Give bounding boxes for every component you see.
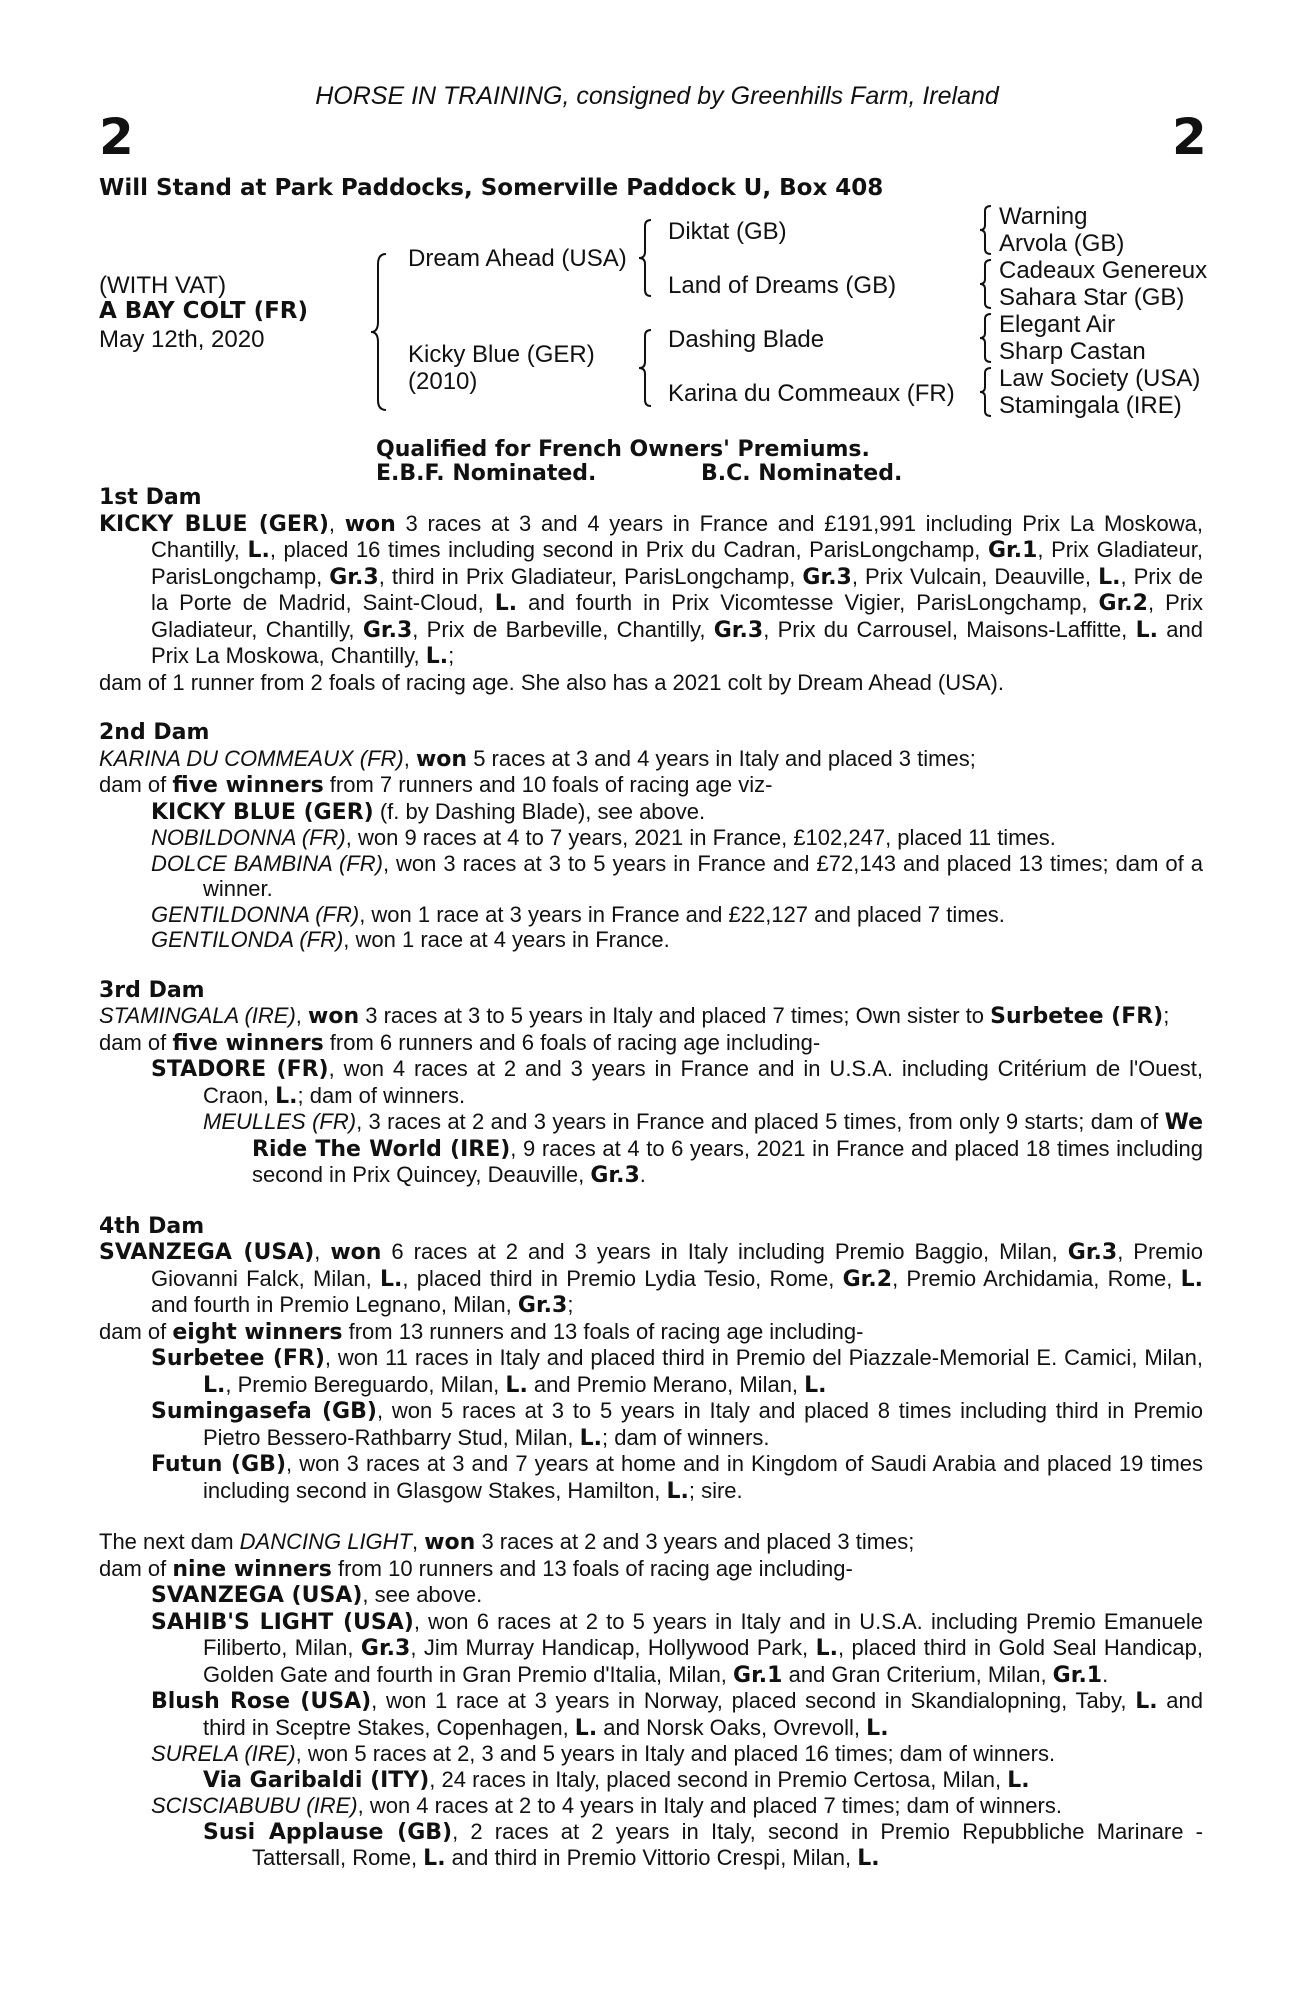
produce-name: Via Garibaldi (ITY) (203, 1767, 430, 1793)
produce-name: Surbetee (FR) (151, 1346, 325, 1371)
pedigree-dam: Kicky Blue (GER) (408, 341, 595, 368)
produce-name: STADORE (FR) (151, 1057, 329, 1082)
foaling-date: May 12th, 2020 (99, 326, 265, 353)
record-text: , Prix Gladiateur, ParisLongchamp, (151, 537, 1203, 589)
record-text: 6 races at 2 and 3 years in Italy including Premio Baggio, Milan, (381, 1239, 1068, 1264)
record-text: , 24 races in Italy, placed second in Premio Certosa, Milan, (429, 1766, 1008, 1792)
record-text: dam of (99, 1555, 173, 1581)
record-text: , Prix de la Porte de Madrid, Saint-Cloud, (151, 563, 1203, 615)
third-dam-name: STAMINGALA (IRE) (99, 1003, 296, 1028)
pedigree-g5: Elegant Air (999, 311, 1116, 338)
group-tag: Gr.1 (733, 1662, 783, 1688)
listed-tag: L. (1135, 1689, 1158, 1714)
listed-tag: L. (574, 1715, 598, 1741)
group-tag: Gr.3 (360, 1636, 411, 1661)
record-text: , Prix de Barbeville, Chantilly, (412, 616, 714, 642)
won-label: won (415, 746, 468, 772)
lot-number-left: 2 (99, 108, 134, 166)
listed-tag: L. (379, 1266, 403, 1292)
pedigree-g8: Stamingala (IRE) (999, 392, 1182, 419)
record-text: ; sire. (688, 1477, 743, 1503)
group-tag: Gr.3 (362, 617, 413, 643)
group-tag: Gr.3 (713, 617, 764, 643)
horse-description: A BAY COLT (FR) (99, 298, 309, 324)
pedigree-brace-g3 (977, 312, 995, 364)
produce-entry (99, 825, 1203, 851)
listed-tag: L. (494, 591, 518, 616)
record-text: , 2 races at 2 years in Italy, second in Premio Repubbliche Marinare -Tattersall, Rome, (252, 1818, 1203, 1870)
record-text: and third in Sceptre Stakes, Copenhagen, (203, 1688, 1203, 1740)
third-dam-record (99, 1003, 1203, 1030)
record-text: , won 1 race at 3 years in France and £22,127 and placed 7 times. (359, 901, 1005, 927)
produce-name: Susi Applause (GB) (203, 1819, 453, 1845)
pedigree-g4: Sahara Star (GB) (999, 284, 1185, 311)
record-text: . (1102, 1661, 1109, 1687)
first-dam-produce: dam of 1 runner from 2 foals of racing age. She also has a 2021 colt by Dream Ahead (USA). (99, 669, 1004, 695)
next-dam-produce (99, 1556, 1203, 1583)
group-tag: Gr.3 (802, 564, 852, 590)
pedigree-g7: Law Society (USA) (999, 365, 1201, 392)
fourth-dam-produce (99, 1319, 1203, 1346)
listed-tag: L. (275, 1083, 298, 1109)
produce-entry (99, 902, 1203, 928)
winners-count: eight winners (172, 1319, 343, 1345)
pedigree-dam-sire: Dashing Blade (668, 326, 825, 353)
listed-tag: L. (1007, 1767, 1030, 1793)
record-text: , won 3 races at 3 to 5 years in France and £72,143 and placed 13 times; dam of a winner. (203, 850, 1203, 901)
record-text: , won 4 races at 2 and 3 years in France and in U.S.A. including Critérium de l'Ouest, Craon, (203, 1056, 1203, 1108)
produce-entry (99, 851, 1203, 902)
group-tag: Gr.3 (329, 564, 379, 590)
ebf-nominated: E.B.F. Nominated. (376, 461, 597, 486)
produce-entry (99, 1741, 1203, 1767)
third-dam-produce (99, 1030, 1203, 1057)
record-text: , won 11 races in Italy and placed third in Premio del Piazzale-Memorial E. Camici, Milan, (324, 1345, 1204, 1370)
second-dam-name: KARINA DU COMMEAUX (FR) (99, 745, 404, 771)
record-text: , Jim Murray Handicap, Hollywood Park, (410, 1635, 816, 1660)
listed-tag: L. (666, 1478, 689, 1504)
pedigree-brace-dam (636, 328, 656, 408)
record-text: from 13 runners and 13 foals of racing age including- (342, 1318, 864, 1344)
group-tag: Gr.1 (987, 538, 1038, 563)
pedigree-g2: Arvola (GB) (999, 230, 1125, 257)
produce-entry (99, 1767, 1203, 1794)
record-text: , see above. (362, 1582, 483, 1607)
listed-tag: L. (815, 1636, 838, 1661)
second-dam-produce (99, 772, 1203, 799)
second-dam-record (99, 746, 1203, 773)
record-text: and fourth in Prix Vicomtesse Vigier, ParisLongchamp, (517, 590, 1099, 615)
record-text: dam of (99, 772, 173, 797)
next-dam-name: DANCING LIGHT (239, 1529, 412, 1554)
produce-entry (99, 1582, 1203, 1609)
record-text: 3 races at 3 and 4 years in France and £191,991 including Prix La Moskowa, Chantilly, (151, 510, 1203, 562)
record-text: , won 5 races at 3 to 5 years in Italy and placed 8 times including third in Premio Pietro Bessero-Rathbarry Stud, Milan, (203, 1398, 1204, 1450)
group-tag: Gr.3 (590, 1163, 640, 1188)
pedigree-g3: Cadeaux Genereux (999, 257, 1208, 284)
produce-name: SVANZEGA (USA) (151, 1583, 363, 1608)
record-text: from 6 runners and 6 foals of racing age including- (323, 1029, 821, 1055)
produce-name: SAHIB'S LIGHT (USA) (151, 1609, 414, 1635)
won-label: won (330, 1240, 382, 1265)
produce-entry (99, 1398, 1203, 1451)
pedigree-brace-g2 (977, 258, 995, 310)
record-text: and fourth in Premio Legnano, Milan, (151, 1292, 518, 1317)
qualified-premiums: Qualified for French Owners' Premiums. (376, 437, 870, 462)
produce-entry (99, 1345, 1203, 1398)
pedigree-dam-dam: Karina du Commeaux (FR) (668, 380, 955, 407)
listed-tag: L. (505, 1372, 528, 1398)
record-text: , won 5 races at 2, 3 and 5 years in Italy and placed 16 times; dam of winners. (295, 1741, 1056, 1766)
produce-entry (99, 1056, 1203, 1109)
record-text: . (639, 1162, 646, 1187)
produce-name: GENTILONDA (FR) (151, 927, 344, 952)
record-text: , Prix Vulcain, Deauville, (851, 563, 1099, 589)
group-tag: Gr.3 (517, 1293, 568, 1318)
listed-tag: L. (1098, 564, 1121, 590)
record-text: , Premio Giovanni Falck, Milan, (151, 1239, 1203, 1291)
pedigree-g6: Sharp Castan (999, 338, 1146, 365)
fourth-dam-heading: 4th Dam (99, 1213, 205, 1239)
record-text: , Premio Bereguardo, Milan, (225, 1371, 506, 1397)
record-text: , third in Prix Gladiateur, ParisLongchamp, (378, 563, 803, 589)
listed-tag: L. (857, 1846, 880, 1871)
record-text: , Premio Archidamia, Rome, (892, 1265, 1181, 1291)
record-text: and Prix La Moskowa, Chantilly, (151, 616, 1203, 668)
record-text: , placed 16 times including second in Prix du Cadran, ParisLongchamp, (269, 537, 988, 562)
record-text: and Norsk Oaks, Ovrevoll, (597, 1714, 867, 1740)
consignment-header: HORSE IN TRAINING, consigned by Greenhills Farm, Ireland (315, 82, 999, 110)
listed-tag: L. (866, 1715, 889, 1741)
won-label: won (424, 1530, 476, 1555)
listed-tag: L. (423, 1846, 446, 1871)
pedigree-sire-dam: Land of Dreams (GB) (668, 272, 897, 299)
produce-name: NOBILDONNA (FR) (151, 825, 346, 850)
listed-tag: L. (247, 538, 270, 563)
record-text: , placed third in Premio Lydia Tesio, Rome, (402, 1265, 843, 1291)
record-text: 5 races at 3 and 4 years in Italy and placed 3 times; (467, 745, 976, 771)
produce-entry (99, 1819, 1203, 1872)
listed-tag: L. (1135, 617, 1158, 643)
second-dam-heading: 2nd Dam (99, 720, 210, 745)
record-text: , (295, 1003, 309, 1028)
produce-name: Blush Rose (USA) (151, 1689, 372, 1714)
produce-name: SCISCIABUBU (IRE) (151, 1793, 358, 1818)
produce-name: DOLCE BAMBINA (FR) (151, 850, 383, 876)
produce-name: GENTILDONNA (FR) (151, 901, 360, 927)
group-tag: Gr.3 (1067, 1240, 1118, 1265)
catalogue-body (99, 485, 1203, 1872)
bc-nominated: B.C. Nominated. (701, 461, 903, 486)
winners-count: five winners (172, 773, 324, 798)
record-text: (f. by Dashing Blade), see above. (373, 798, 706, 824)
produce-name: Futun (GB) (151, 1452, 286, 1477)
record-text: dam of (99, 1029, 173, 1055)
produce-name: SURELA (IRE) (151, 1741, 296, 1766)
winners-count: five winners (172, 1030, 324, 1056)
listed-tag: L. (203, 1372, 226, 1398)
record-text: , (403, 745, 416, 771)
produce-name: Sumingasefa (GB) (151, 1399, 377, 1424)
record-text: ; dam of winners. (297, 1082, 466, 1108)
record-text: , won 1 race at 3 years in Norway, placed second in Skandialopning, Taby, (371, 1688, 1136, 1713)
produce-name: KICKY BLUE (GER) (151, 799, 374, 825)
group-tag: Gr.2 (842, 1266, 893, 1292)
group-tag: Gr.2 (1098, 591, 1148, 616)
record-text: ; (1163, 1003, 1170, 1028)
first-dam-record (99, 511, 1203, 670)
produce-entry (99, 1609, 1203, 1689)
won-label: won (308, 1004, 360, 1029)
record-text: , 3 races at 2 and 3 years in France and placed 5 times, from only 9 starts; dam of (356, 1109, 1165, 1134)
record-text: from 7 runners and 10 foals of racing age viz- (323, 772, 773, 797)
third-dam-heading: 3rd Dam (99, 977, 205, 1003)
listed-tag: L. (579, 1425, 602, 1451)
comma: , (328, 510, 345, 536)
record-text: , 9 races at 4 to 6 years, 2021 in France and placed 18 times including second in Prix Quincey, Deauville, (252, 1135, 1203, 1187)
progeny-name: We Ride The World (IRE) (252, 1110, 1204, 1162)
sister-name: Surbetee (FR) (990, 1004, 1164, 1029)
pedigree-brace-sire (636, 218, 656, 298)
listed-tag: L. (425, 644, 449, 669)
first-dam-name: KICKY BLUE (GER) (99, 511, 329, 537)
record-text: and Gran Criterium, Milan, (782, 1661, 1053, 1687)
produce-entry (99, 927, 1203, 953)
won-label: won (344, 511, 396, 537)
fourth-dam-name: SVANZEGA (USA) (99, 1240, 315, 1265)
pedigree-sire: Dream Ahead (USA) (408, 245, 627, 272)
winners-count: nine winners (172, 1556, 332, 1582)
next-dam-record (99, 1529, 1203, 1556)
record-text: , (412, 1529, 425, 1554)
produce-entry (99, 1688, 1203, 1741)
pedigree-g1: Warning (999, 203, 1088, 230)
record-text: The next dam (99, 1529, 240, 1554)
pedigree-brace-g4 (977, 366, 995, 418)
produce-entry (99, 1451, 1203, 1504)
record-text: ; (448, 643, 455, 668)
produce-entry (99, 1109, 1203, 1189)
record-text: and third in Premio Vittorio Crespi, Milan, (445, 1845, 858, 1870)
record-text: dam of (99, 1318, 173, 1344)
stand-info: Will Stand at Park Paddocks, Somerville Paddock U, Box 408 (99, 175, 884, 201)
record-text: , (314, 1239, 331, 1264)
listed-tag: L. (1180, 1266, 1204, 1292)
lot-number-right: 2 (1172, 108, 1207, 166)
pedigree-dam-year: (2010) (408, 368, 478, 395)
record-text: , placed third in Gold Seal Handicap, Golden Gate and fourth in Gran Premio d'Italia, Milan, (203, 1635, 1203, 1687)
record-text: 3 races at 3 to 5 years in Italy and placed 7 times; Own sister to (359, 1003, 991, 1028)
produce-entry (99, 799, 1203, 826)
record-text: , Prix Gladiateur, Chantilly, (151, 590, 1203, 642)
record-text: ; (567, 1292, 574, 1317)
record-text: , won 4 races at 2 to 4 years in Italy and placed 7 times; dam of winners. (357, 1793, 1062, 1818)
record-text: , won 9 races at 4 to 7 years, 2021 in France, £102,247, placed 11 times. (345, 825, 1056, 850)
fourth-dam-record (99, 1239, 1203, 1319)
record-text: and Premio Merano, Milan, (527, 1371, 805, 1397)
pedigree-sire-sire: Diktat (GB) (668, 218, 787, 245)
record-text: , won 1 race at 4 years in France. (343, 927, 670, 952)
pedigree-brace-main (368, 252, 392, 412)
record-text: ; dam of winners. (602, 1424, 770, 1450)
record-text: , won 6 races at 2 to 5 years in Italy and in U.S.A. including Premio Emanuele Filiberto, Milan, (203, 1608, 1203, 1660)
record-text: 3 races at 2 and 3 years and placed 3 times; (475, 1529, 915, 1554)
first-dam-heading: 1st Dam (99, 485, 202, 510)
vat-label: (WITH VAT) (99, 272, 227, 299)
record-text: from 10 runners and 13 foals of racing age including- (331, 1555, 853, 1581)
pedigree-brace-g1 (977, 204, 995, 256)
listed-tag: L. (804, 1372, 827, 1398)
record-text: , won 3 races at 3 and 7 years at home and in Kingdom of Saudi Arabia and placed 19 times including second in Glasgow Stakes, Hamilton, (203, 1451, 1204, 1503)
produce-entry (99, 1793, 1203, 1819)
produce-name: MEULLES (FR) (203, 1109, 357, 1134)
group-tag: Gr.1 (1052, 1662, 1103, 1688)
record-text: , Prix du Carrousel, Maisons-Laffitte, (763, 616, 1136, 642)
